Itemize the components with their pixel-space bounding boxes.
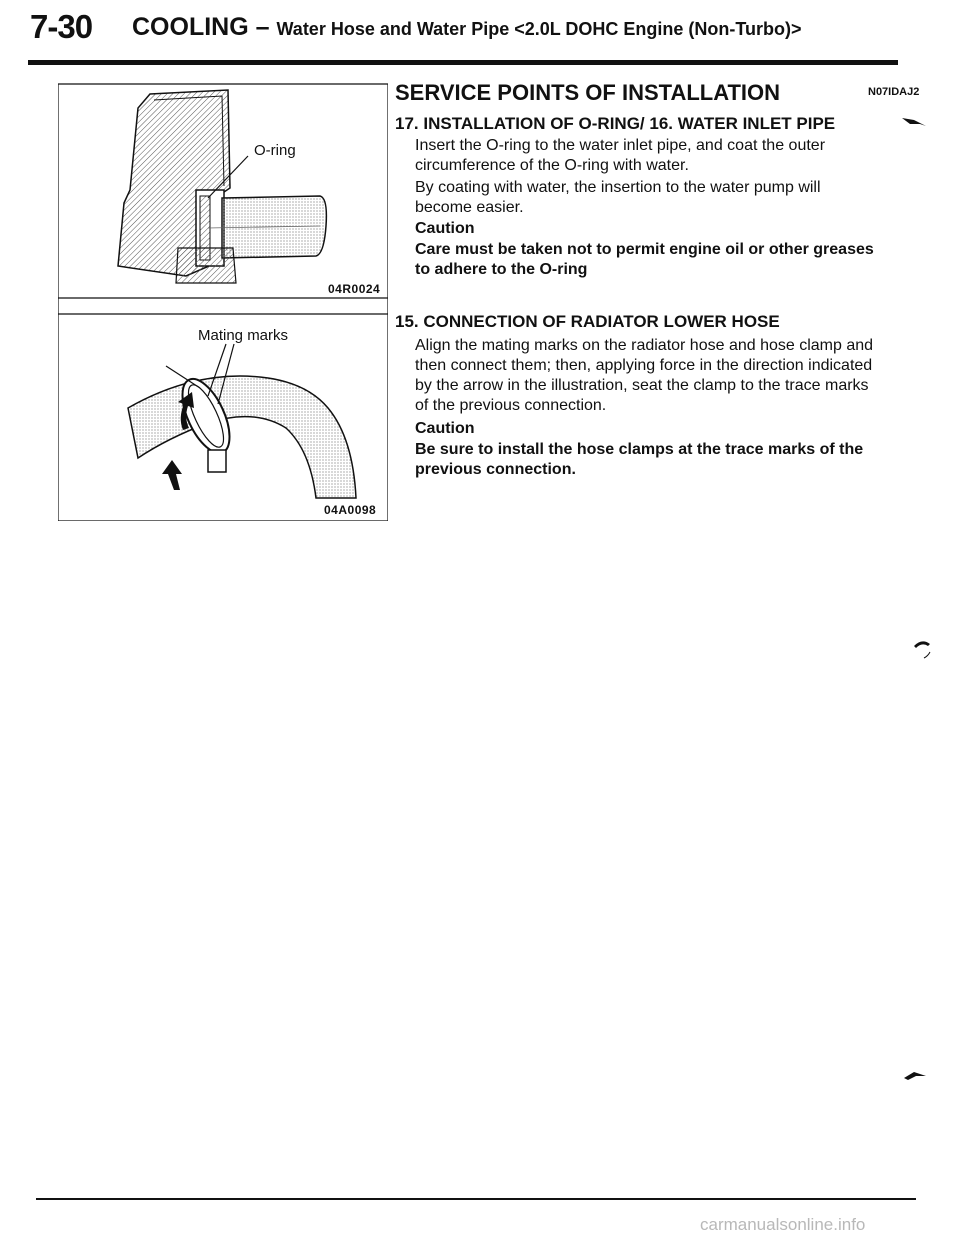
page-header [0,0,960,70]
o-ring-illustration [118,90,326,283]
section-code: N07IDAJ2 [868,86,920,98]
section-name: COOLING [132,13,249,41]
margin-mark [900,114,928,128]
bottom-rule [36,1198,916,1200]
caution-text: Care must be taken not to permit engine oil or other greases to adhere to the O-ring [415,241,874,278]
step-paragraph: Align the mating marks on the radiator hose and hose clamp and then connect them; then, applying force in the direction indicated by the arrow in the illustration, seat the clamp to the trace marks of the previous connection. [415,337,874,414]
figure-code-2: 04A0098 [324,503,377,517]
figure-panel [58,78,388,521]
mating-marks-illustration [128,344,356,498]
header-rule [28,60,898,65]
header-dash: – [255,13,270,41]
caution-heading: Caution [415,420,475,437]
figure-label-o-ring: O-ring [254,142,296,159]
margin-mark [902,1070,928,1082]
step-paragraph: By coating with water, the insertion to the water pump will become easier. [415,179,821,216]
step-heading-o-ring: 17. INSTALLATION OF O-RING/ 16. WATER INLET PIPE [395,114,836,133]
step-paragraph: Insert the O-ring to the water inlet pipe, and coat the outer circumference of the O-ring with water. [415,137,826,174]
page-number: 7-30 [30,8,93,45]
section-title: SERVICE POINTS OF INSTALLATION [395,80,781,105]
header-subtitle: Water Hose and Water Pipe <2.0L DOHC Engine (Non-Turbo)> [276,19,802,39]
header-title [132,13,802,42]
caution-text: Be sure to install the hose clamps at the trace marks of the previous connection. [415,441,864,478]
caution-heading: Caution [415,220,475,237]
watermark: carmanualsonline.info [700,1215,866,1234]
figure-code-1: 04R0024 [328,282,381,296]
step-heading-radiator-hose: 15. CONNECTION OF RADIATOR LOWER HOSE [395,312,780,331]
margin-mark [912,638,934,662]
figure-illustrations [58,78,388,521]
figure-label-mating-marks: Mating marks [198,327,289,344]
